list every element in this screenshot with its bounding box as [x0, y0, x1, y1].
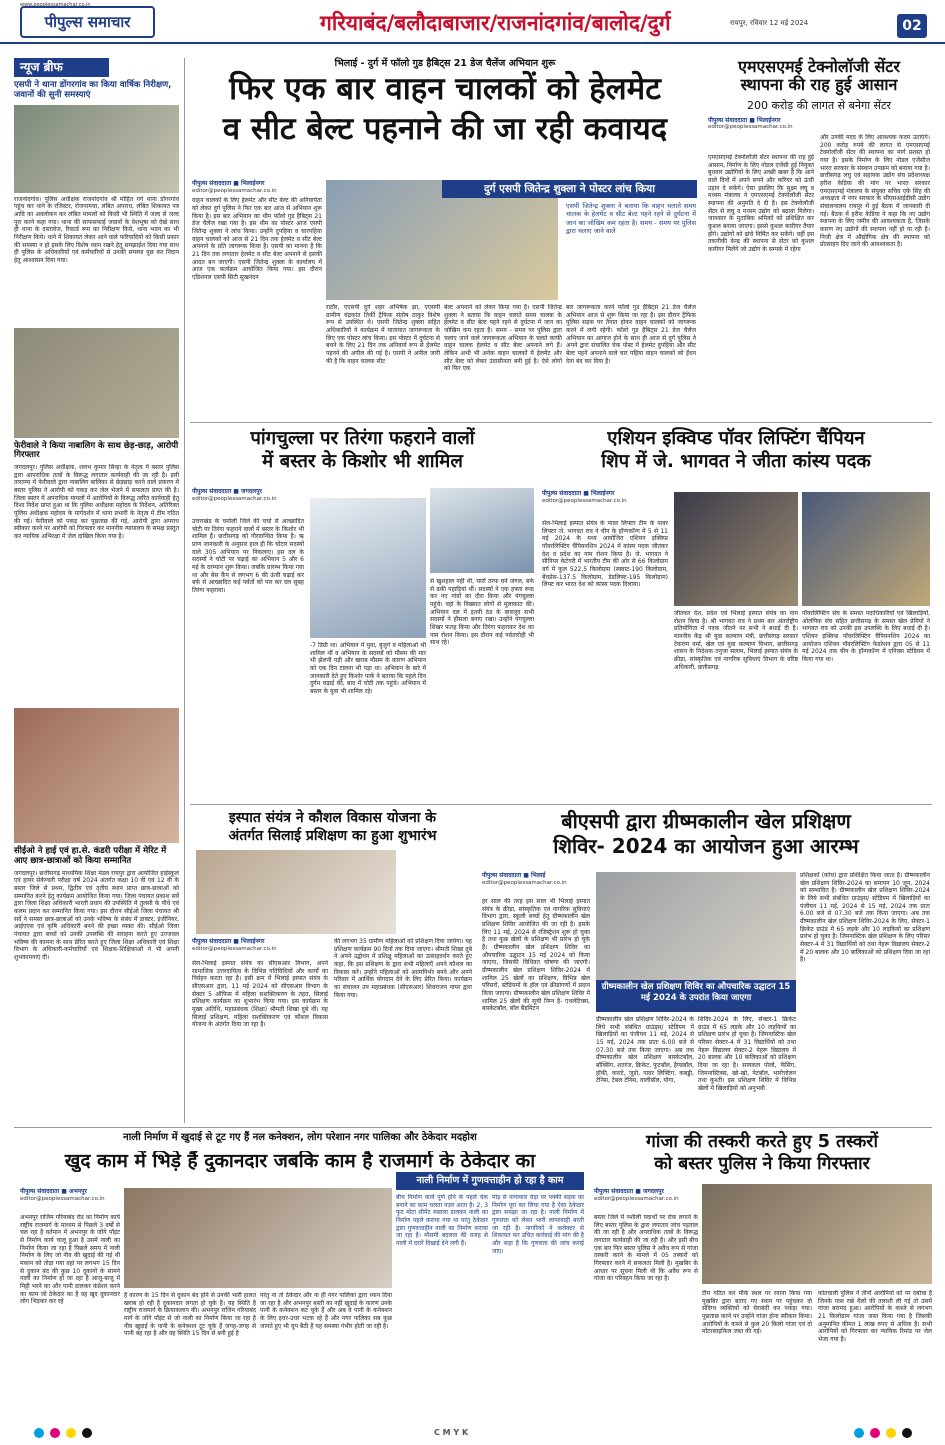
cmyk-label: C M Y K — [434, 1428, 469, 1437]
ganja-col-3: कोतवाली पुलिस ने तीनों आरोपियों को पर दबोचा है जिनके पास रखे थैलों की तलाशी ली गई तो उसमें गांजा बरामद हुआ। आरोपियों के कब्जे से लगभग 21 किलोग्राम गांजा जब्त किया गया है जिसकी अनुमानित कीमत 1 लाख रुपए से अधिक है। सभी आरोपियों को गिरफ्तार कर न्यायिक रिमांड पर जेल भेजा गया है। — [818, 1290, 932, 1344]
ganja-story — [592, 1132, 932, 1422]
bhagwat-headline-2: शिप में जे. भागवत ने जीता कांस्य पदक — [601, 451, 871, 473]
bsp-photo — [596, 872, 796, 980]
panga-photo-2 — [430, 488, 534, 573]
lead-col-2: राठौर, एएसपी दुर्ग शहर अभिषेक झा, एएसपी ग्रामीण चंद्रकांत तिर्की ट्रैफिक संतोष ठाकुर विशेष रूप से उपस्थित थे। एसपी जितेन्द्र शुक्ला सहित अधिकारियों ने कार्यक्रम में यातायात जागरूकता के लिए एक पोस्टर लांच किया। इस पोस्टर में दुर्घटना से बचने के लिए 21 दिन तक अनिवार्य रूप से हेलमेट पहनने की अपील की गई है। एसपी ने अपील जारी की है कि वाहन चालक सीट — [326, 304, 440, 365]
ganja-headline-2: को बस्तर पुलिस ने किया गिरफ्तार — [654, 1154, 870, 1175]
silai-col-1: सेल-भिलाई इस्पात संयंत्र का सीएसआर विभाग, अपने सामाजिक उत्तरदायित्व के विभिन्न गतिविधियों और कार्यों का निर्वहन करता रहा है। इसी क्रम में भिलाई इस्पात संयंत्र के सीएसआर द्वारा, 11 मई 2024 को सीएसआर विभाग के सेक्टर 5 ऑफिस में महिला सशक्तिकरण के तहत, सिलाई प्रशिक्षण कार्यक्रम का शुभारंभ किया गया। इस कार्यक्रम के मुख्य अतिथि, महाप्रबंधक (शिक्षा) श्रीमती शिखा दुबे थीं। यह सिलाई प्रशिक्षण, महिला सशक्तिकरण एवं कौशल विकास योजना के अंतर्गत दिया जा रहा है। — [192, 960, 328, 1029]
bsp-email: editor@peoplessamachar.co.in — [482, 879, 567, 886]
nali-band: नाली निर्माण में गुणवत्ताहीन हो रहा है काम — [396, 1172, 584, 1190]
bsp-headline-2: शिविर- 2024 का आयोजन हुआ आरम्भ — [553, 834, 859, 858]
msme-col-2: और उनकी मदद के लिए आवश्यक कदम उठाएंगे। 200 करोड़ रुपये की लागत से एमएसएमई टेक्नोलॉजी सेंटर की स्थापना का मार्ग प्रशस्त हो गया है। इसके निर्माण के लिए नोडल एजेंसीज भारत सरकार के संस्थान उपक्रम को बनाया गया है। छत्तीसगढ़ लघु एवं सहायक उद्योग संघ प्रदेशाध्यक्ष हरीश केडिया की मांग पर भारत सरकार एमएसएमई मंत्रालय के संयुक्त सचिव एके सिंह की अध्यक्षता में नगर सरकार के सीएसआईडीसी उद्योग संचालनालय रायपुर में हुई बैठक में जानकारी दी गई। बैठक में हरीश केडिया ने कहा कि नए उद्योग स्थापना के लिए जमीन की आवश्यकता है, जिसके कारण नए उद्योगों की स्थापना नहीं हो पा रही है। निजी क्षेत्र में औद्योगिक क्षेत्र की स्थापना को प्रोत्साहन दिए जाने की आवश्यकता है। — [820, 134, 930, 249]
row-divider — [14, 1127, 932, 1128]
nali-col-5: मोड़ से नापाकार चेड़ा पर पक्की सड़क का निर्माण पूरा कर लिया गया है ऐसा ठेकेदार द्वारा समझा जा रहा है। नाली निर्माण में गुणवत्ता को लेकर भारी लापरवाही बरती जा रही है। नागरिकों ने कलेक्टर से शिकायत कर उचित कार्रवाई की मांग की है और कहा है कि गुणवत्ता की जांच कराई जाए। — [492, 1194, 584, 1255]
lead-story — [190, 58, 700, 418]
bhagwat-photo-2 — [802, 492, 930, 606]
lead-caption: एसपी जितेन्द्र शुक्ला ने बताया कि वाहन चलाते समय चालक के हेलमेट व सीट बेल्ट पहने रहने से दुर्घटना में जान का जोखिम कम रहता है। समय - समय पर पुलिस द्वारा चलाए जाने वाले — [566, 202, 696, 235]
ganja-photo — [702, 1184, 932, 1284]
brief-story-1-photo — [14, 105, 179, 193]
bhagwat-email: editor@peoplessamachar.co.in — [542, 497, 627, 504]
news-brief-column — [14, 58, 179, 1123]
msme-headline-1: एमएसएमई टेक्नोलॉजी सेंटर — [738, 57, 900, 76]
bsp-col-2: प्रशिक्षकों (कोच) द्वारा प्रशिक्षित किया जाता है। ग्रीष्मकालीन खेल प्रशिक्षण शिविर-2024 का समापन 10 जून, 2024 को सम्भावित है। ग्रीष्मकालीन खेल प्रशिक्षण शिविर-2024 के लिये सभी संबंधित ग्राउंड्स/ स्टेडियम में खिलाड़ियों का पंजीयन 11 मई, 2024 से 15 मई, 2024 तक प्रातः 6.00 बजे से 07.30 बजे तक किया जाएगा। अब तक ग्रीष्मकालीन खेल प्रशिक्षण शिविर-2024 के लिए, सेक्टर-1 क्रिकेट ग्राउंड में 65 लड़के और 10 लड़कियों का प्रशिक्षण प्रारंभ हो चुका है। जिमनास्टिक खेल प्रशिक्षण के लिए परिसर सेक्टर-4 में 31 विद्यार्थियों को तथा नेहरू विद्यालय सेक्टर-2 में 20 बालक और 10 बालिकाओं को प्रशिक्षण दिया जा रहा है। — [800, 872, 930, 964]
panga-email: editor@peoplessamachar.co.in — [192, 495, 277, 502]
ganja-email: editor@peoplessamachar.co.in — [594, 1195, 679, 1202]
row-divider — [190, 422, 932, 423]
brief-label: न्यूज ब्रीफ — [14, 58, 109, 77]
bhagwat-col-1: सेल-भिलाई इस्पात संयंत्र के पावर लिफ्टर टीम के पावर लिफ्टर जे. भागवत राव ने चीन के हॉन्गकॉन्ग में 5 से 11 मई 2024 के मध्य आयोजित एशियन इक्विप्ड पॉवरलिफ्टिंग चैंपियनशिप 2024 में कांस्य पदक जीतकर देश व प्रदेश का नाम रोशन किया है। जे. भागवत ने सीनियर केटेगरी में भारतीय टीम की ओर से 66 किलोग्राम वर्ग में कुल 522.5 किलोग्राम (स्क्वाट-190 किलोग्राम, बेंचप्रेस-137.5 किलोग्राम, डेडलिफ्ट-195 किलोग्राम) लिफ्ट कर भारत देश को कांस्य पदक दिलाया। — [542, 520, 668, 589]
nali-email: editor@peoplessamachar.co.in — [20, 1195, 105, 1202]
brief-story-3-title: सीईओ ने हाई एवं हा.से. कंडरी परीक्षा में मेरिट में आए छात्र-छात्राओं को किया सम्मानित — [14, 846, 167, 866]
lead-photo — [326, 180, 558, 300]
nali-story — [14, 1132, 586, 1422]
ganja-byline: पीपुल्स संवाददाता ■ जगदलपुर — [594, 1188, 664, 1195]
lead-headline-2: व सीट बेल्ट पहनाने की जा रही कवायद — [222, 110, 668, 147]
nali-photo — [124, 1188, 392, 1288]
regions-text: गरियाबंद/बलौदाबाजार/राजनांदगांव/बालोद/दुर्ग — [320, 11, 671, 35]
silai-byline: पीपुल्स संवाददाता ■ भिलाईनगर — [192, 938, 265, 945]
row-divider — [190, 804, 932, 805]
brief-story-1-body: राजनांदगांव। पुलिस अधीक्षक राजनांदगांव श्री मोहित गर्ग थाना डोंगरगांव पहुंच कर थाने के रजिस्टर, रोजनामचा, लंबित अपराध, लंबित शिकायत पत्र आदि का अवलोकन कर लंबित मामलों को किसी भी स्थिति में जल्द से जल्द पूरा करने कहा गया। थाना की साफसफाई जवानों के वेशभूषा को देखे साथ ही थाना के दस्तावेज, रिकार्ड रूम का निरीक्षण किये, थाना भवन का भी निरीक्षण किये। थाने में शिकायत लेकर आने वाले फरियादियों को किसी प्रकार की समस्या न हो इसके लिए विशेष ध्यान रखने हेतु समझाईश दिया गया साथ ही पुलिस के अधिकारियों एवं कर्मचारियों से उनकी समस्या पूछ कर निदान हेतु आश्वासन दिया गया। — [14, 195, 179, 264]
brief-story-2-body: जगदलपुर। पुलिस अधीक्षक, शलभ कुमार सिन्हा के नेतृत्व में बस्तर पुलिस द्वारा आपराधिक तत्वों के विरूद्ध लगातार कार्यवाही की जा रही है। इसी तारतम्य में फेरीवाले द्वारा नाबालिग बालिका से छेड़छाड़ करने वाले प्रकरण में बस्तर पुलिस ने आरोपी को पकड़ कर जेल भेजने में सफलता प्राप्त की है। जिला बस्तर में अपराधिक मामलों में आरोपियों के विरूद्ध त्वरित कार्यवाही हेतु दिशा निर्देश प्राप्त हुआ था कि पुलिस अधीक्षक महोदय के निर्देशन, अतिरिक्त पुलिस अधीक्षक महोदय के मार्गदर्शन में थाना प्रभारी के नेतृत्व में टीम गठित की गई। फेरीवाले को पकड़ कर पूछताछ की गई, आरोपी द्वारा अपराध स्वीकार करने पर आरोपी को गिरफ्तार कर माननीय न्यायालय के समक्ष प्रस्तुत कर न्यायिक अभिरक्षा में जेल दाखिल किया गया है। — [14, 464, 179, 541]
bsp-story — [480, 810, 932, 1120]
nali-col-1: अभनपुर राजिम गरियाबंद रोड का निर्माण कार्य राष्ट्रीय राजमार्ग के माध्यम से पिछले 3 वर्षों से चल रहा है वर्तमान में अभनपुर के जोंगे पॉइंट से निर्माण कार्य चालू हुआ है उसमें नाली का निर्माण किया जा रहा है पिछले समय में नाली निर्माण के लिए जो नीव की खुदाई की गई थी मकान को तोड़ा गया वहां पर लगभग 15 दिन से दुकान बंद की कुछ 10 दुकानों के सामने नाली का निर्माण हो जा रहा है आजू-बाजू में मिट्टी भरने का और पानी डालकर कंप्रेशर करने का काम जो ठेकेदार का है वह खुद दुकानदार लोग भिड़कर कर रहे — [20, 1214, 120, 1306]
pangchulla-story — [190, 428, 535, 798]
bsp-col-3: ग्रीष्मकालीन खेल प्रशिक्षण शिविर-2024 के लिये सभी संबंधित ग्राउंड्स/ स्टेडियम में खिलाड़ियों का पंजीयन 11 मई, 2024 से 15 मई, 2024 तक प्रातः 6.00 बजे से 07.30 बजे तक किया जाएगा। अब तक ग्रीष्मकालीन खेल प्रशिक्षण बास्केटबॉल, बॉक्सिंग, शतरंज, क्रिकेट, फुटबॉल, हैण्डबॉल, हॉकी, कराटे, जूडो, पावर लिफ्टिंग, कबड्डी, टेनिस, टेबल टेनिस, वालीबॉल, योगा, — [596, 1016, 694, 1085]
lead-col-3: बेल्ट अपनाने को लेकर किया गया है। एसपी जितेन्द्र शुक्ला ने बताया कि वाहन चलाते समय चालक के हेलमेट व सीट बेल्ट पहने रहने से दुर्घटना में जान का जोखिम कम रहता है। समय - समय पर पुलिस द्वारा चलाए जाने वाले जागरूकता अभियान के चलते काफी वाहन चालक हेलमेट व सीट बेल्ट अपनाने लगे हैं। लेकिन अभी भी अनेक वाहन चालकों में हेलमेट और सीट बेल्ट को लेकर उदासीनता बनी हुई है। ऐसे लोगों को फिर एक — [444, 304, 562, 373]
panga-col-1: उत्तराखंड के चमोली जिले की चर्चा से आच्छादित चोटी पर तिरंगा फहराने वालों में बस्तर के किशोर भी शामिल हैं। छत्तीसगढ़ को गौरवान्वित किया है। ऋ प्राण जानकारी के अनुसार हाल ही कि चोटार सदस्यों वाले 305 अभियान पर निकलाए। इस दल के सदस्यों ने चोटी पर चढ़ाई का अभियान 5 और 6 मई के दरम्यान शुरू किया। जबकि प्रारम्भ किया गया था और बेस कैंप से लगभग 6 की ऊंची चढ़ाई कर बर्फ से आच्छादित कई पर्वतों को पार कर दल सुबह तिरंगा फहराया। — [192, 518, 304, 595]
brief-story-3-photo — [14, 708, 179, 843]
msme-col-1: एमएसएमई टेक्नोलॉजी सेंटर स्थापना की राह हुई आसान, निर्माण के लिए नोडल एजेंसी हुई नियुक्त बुधवार उद्योगियों के लिए अच्छी खबर है कि आने वाले दिनों में अपने सपने और करियर को ऊंची उड़ान दे सकेंगे। ऐसा इसलिए कि सूक्ष्म लघु व मध्यम मंत्रालय ने एमएसएमई टेक्नोलॉजी सेंटर स्थापना की अनुमति दे दी है। इस टेक्नोलॉजी सेंटर से लघु व मध्यम उद्योग को बढ़ावा मिलेगा। जानकार के मुताबिक श्रमिकों को प्रशिक्षित कर कुशल बनाया जाएगा। इससे कुशल कारीगर तैयार होंगे। उद्योगों को ढांचे निर्मित कर सकेंगे। वहीं इस तकनीकी केन्द्र की स्थापना से सेंटर को कुशल कारीगर मिलेंगे जो उद्योग के सम्पर्क में रहेगा — [708, 154, 814, 254]
nali-headline: खुद काम में भिड़े हैं दुकानदार जबकि काम है राजमार्ग के ठेकेदार का — [64, 1150, 536, 1172]
panga-byline: पीपुल्स संवाददाता ■ जगदलपुर — [192, 488, 262, 495]
silai-story — [190, 810, 475, 1120]
panga-col-2: -7 डिग्री था। अभियान में युवा, बुजुर्ग व महिलाओं भी शामिल थीं व अभियान के सदस्यों को मौसम की मार भी झेलनी पड़ी और खराब मौसम के कारण अभियान को एक दिन टालना भी पड़ा था। अभियान के बारे में जानकारी देते हुए किशोर पार्क ने बताया कि पहले दिन दुर्गम चढ़ाई की, बाद में चोटी तक पहुंचे। अभियान में बस्तर के युवा भी शामिल रहे। — [310, 642, 426, 696]
panga-headline-2: में बस्तर के किशोर भी शामिल — [262, 451, 463, 473]
lead-col-4: बार जागरूकता करने फॉलो गुड हैबिट्स 21 डेज चैलेंज अभियान आज से शुरू किया जा रहा है। इस दौरान ट्रैफिक पुलिस सड़क पर तैनात होकर वाहन चालकों को जागरूक करने में लगी रहेगी। फॉलो गुड हैबिट्स 21 डेज चैलेंज अभियान का आगाज होने के साथ ही आज से दुर्ग पुलिस ने अपने द्वारा संचालित चेक पोस्ट में हेलमेट दुपहिया और सीट बेल्ट पहनें अपनाने वाले चार पहिया वाहन चालकों को ईंधन देना बंद कर दिया है। — [566, 304, 696, 365]
brief-story-1-title: एसपी ने थाना डोंगरगांव का किया वार्षिक निरीक्षण, जवानों की सुनी समस्याएं — [14, 80, 172, 100]
lead-col-1: वाहन चालकों के लिए हेलमेट और सीट बेल्ट की अनिवार्यता को लेकर दुर्ग पुलिस ने फिर एक बार आज से अभियान शुरू किया है। इस बार अभियान का थीम फॉलो गुड हैबिट्स 21 डेज चैलेंज रखा गया है। इस थीम का पोस्टर आज एसपी जितेन्द्र शुक्ला ने लांच किया। उन्होंने दुपहिया व चारपहिया वाहन चालकों को आज से 21 दिन तक हेलमेट व सीट बेल्ट अपनाने के प्रति जागरूक किया है। एसपी का मानना है कि 21 दिन तक लगातार हेलमेट व सीट बेल्ट अपनाने से इसकी आदत बन जाएगी। एसपी जितेन्द्र शुक्ला के कार्यालय में आज एक कार्यक्रम आयोजित किया गया। इस दौरान एडिशनल एसपी सिटी सुखनंदन — [192, 197, 322, 282]
page-number: 02 — [897, 14, 927, 38]
lead-band: दुर्ग एसपी जितेन्द्र शुक्ला ने पोस्टर लांच किया — [442, 180, 697, 198]
lead-kicker: भिलाई - दुर्ग में फॉलो गुड हैबिट्स 21 डेज चैलेंज अभियान शुरू — [334, 58, 556, 69]
nali-col-4: बीच निर्माण कार्य पूर्ण होने के पहले चेक बनाने का काम चलता नज़र आता है। 2, 3 फुट मोटा सीमेंट मसाला डालकर नाली का निर्माण पहले कराया गया था परंतु ठेकेदार द्वारा गुणवत्ताहीन नाली का निर्माण कराया जा रहा है। मौसमी बदलाव की वजह से नाली में दरारें दिखाई देने लगी हैं। — [396, 1194, 488, 1248]
lead-headline-1: फिर एक बार वाहन चालकों को हेलमेट — [229, 70, 661, 107]
bsp-col-4: शिविर-2024 के लिए, सेक्टर-1 क्रिकेट ग्राउंड में 65 लड़के और 10 लड़कियों का प्रशिक्षण प्रारंभ हो चुका है। जिमनास्टिक खेल परिसर सेक्टर-4 में 31 विद्यार्थियों को तथा नेहरू विद्यालय सेक्टर-2 नेहरू विद्यालय में 20 बालक और 10 बालिकाओं को प्रशिक्षण दिया जा रहा है। सायकल पोलो, फेंसिंग, जिमनास्टिक्स, खो-खो, नेटबॉल, भारोत्तोलन तथा कुश्ती। इस प्रशिक्षण शिविर में विभिन्न खेलों में खिलाड़ियों को अनुभवी — [698, 1016, 796, 1093]
silai-col-2: की लगभग 35 ग्रामीण महिलाओं को प्रशिक्षण दिया जायेगा। यह प्रशिक्षण कार्यक्रम 90 दिनों तक दिया जाएगा। श्रीमती शिखा दुबे ने अपने उद्बोधन में प्रशिक्षु महिलाओं का उत्साहवर्धन करते हुए कहा, कि इस प्रशिक्षण के द्वारा सभी महिलाएँ अपने कौशल का विकास करें। उन्होंने महिलाओं को आत्मनिर्भर बनने और अपने परिवार में आर्थिक योगदान देने के लिए प्रेरित किया। कार्यक्रम का संचालन उप महाप्रबंधक (सीएसआर) शिवराजन नायर द्वारा किया गया। — [334, 938, 472, 999]
panga-headline-1: पांगचुल्ला पर तिरंगा फहराने वालों — [250, 428, 475, 449]
silai-headline-1: इस्पात संयंत्र ने कौशल विकास योजना के — [228, 810, 437, 826]
bsp-byline: पीपुल्स संवाददाता ■ भिलाई — [482, 872, 546, 879]
msme-headline-2: स्थापना की राह हुई आसान — [740, 75, 898, 95]
nali-kicker: नाली निर्माण में खुदाई से टूट गए हैं नल कनेक्शन, लोग परेशान नगर पालिका और ठेकेदार मदहोश — [123, 1132, 477, 1143]
bsp-col-1: हर साल की तरह इस साल भी भिलाई इस्पात संयंत्र के क्रीड़ा, सांस्कृतिक एवं नागरिक सुविधाएं विभाग द्वारा, स्कूली बच्चों हेतु ग्रीष्मकालीन खेल प्रशिक्षण शिविर आयोजित की जा रही है। इसके लिए 11 मई, 2024 से रजिस्ट्रेशन शुरू हो चुका है तथा कुछ खेलों के प्रशिक्षण भी प्रारंभ हो चुके हैं। ग्रीष्मकालीन खेल प्रशिक्षण शिविर का औपचारिक उद्घाटन 15 मई 2024 को किया जाएगा, जिसकी विधिवत घोषणा की जाएगी। ग्रीष्मकालीन खेल प्रशिक्षण शिविर-2024 में शामिल 25 खेलों का प्रशिक्षण, विभिन्न खेल परिसरों, स्टेडियमों के हॉल एवं क्रीडांगणों में प्रदान किया जाएगा। ग्रीष्मकालीन खेल प्रशिक्षण शिविर में शामिल 25 खेलों की सूची निम्न है- एथलेटिक्स, बास्केटबॉल, बॉल बैडमिंटन — [482, 898, 590, 1013]
msme-email: editor@peoplessamachar.co.in — [708, 124, 793, 131]
silai-email: editor@peoplessamachar.co.in — [192, 945, 277, 952]
bhagwat-col-3: पॉवरलिफ्टिंग संघ के समस्त पदाधिकारियों एवं खिलाड़ियों, ओलंपिक संघ सहित छत्तीसगढ़ के समस्त खेल प्रेमियों ने भागवत राव को उनकी इस उपलब्धि के लिए बधाई दी है। एशियन इक्विप्ड पॉवरलिफ्टिंग चैंपियनशिप 2024 का आयोजन एशियन पॉवरलिफ्टिंग फेडरेशन द्वारा 05 से 11 मई 2024 तक चीन के हॉन्गकॉन्ग में एनिक्स स्टेडियम में किया गया था। — [802, 610, 930, 664]
msme-story — [708, 58, 930, 418]
print-footer — [14, 1428, 932, 1442]
nali-col-3: परंतु ना तो ठेकेदार और ना ही नगर पालिका द्वारा ध्यान दिया जा रहा है और अभनपुर बस्ती का नहीं खुदाई के कारण उनके पानी के कनेक्शन कट चुके हैं और अब वे पानी के कनेक्शन के लिए इधर-उधर भटक रहे हैं और नगर पालिका सब कुछ जानते हुए भी चुप बैठी है यह समस्या गंभीर होती जा रही है। — [260, 1292, 392, 1330]
nali-byline: पीपुल्स संवाददाता ■ अभनपुर — [20, 1188, 87, 1195]
ganja-col-2: टीम गठित कर मौके स्थल पर रवाना किया गया मुखबिर द्वारा बताए गए स्थान पर पहुंचकर दो संदिग्ध व्यक्तियों को घेराबंदी कर पकड़ा गया। पूछताछ करने पर उन्होंने गांजा होना स्वीकार किया। आरोपियों के कब्जे से कुल 20 किलो गांजा एवं दो मोटरसाइकिल जब्त की गई। — [702, 1290, 812, 1336]
panga-photo-1 — [310, 498, 426, 638]
cmyk-marks-right — [854, 1428, 912, 1441]
brief-story-2-photo — [14, 328, 179, 438]
masthead — [0, 0, 945, 44]
bsp-band: ग्रीष्मकालीन खेल प्रशिक्षण शिविर का औपचारिक उद्घाटन 15 मई 2024 के उपरांत किया जाएगा — [596, 980, 796, 1012]
newspaper-logo: पीपुल्स समाचार — [20, 6, 155, 38]
bsp-headline-1: बीएसपी द्वारा ग्रीष्मकालीन खेल प्रशिक्षण — [561, 809, 851, 833]
ganja-col-1: बस्तर जिले में नशीली पदार्थों पर रोक लगाने के लिए बस्तर पुलिस के द्वारा लगातार जांच पड़ताल की जा रही है और अपराधिक तत्वों के विरूद्ध लगातार कार्यवाही की जा रही है। और इसी बीच एक बार फिर बस्तर पुलिस ने अवैध रूप से गांजा तस्करी करने के मामले में 05 तस्करों को गिरफ्तार करने में सफलता मिली है। मुखबिर के आधार पर सूचना मिली थी कि अवैध रूप से गांजा का परिवहन किया जा रहा है। — [594, 1214, 698, 1283]
silai-photo — [196, 850, 396, 934]
edition-regions — [320, 10, 671, 36]
bhagwat-photo-1 — [674, 492, 798, 606]
lead-email: editor@peoplessamachar.co.in — [192, 187, 277, 194]
nali-col-2: हैं कारण के 15 दिन से दुकान बंद होने से उनकी भारी हालत खराब हो रही है दुकानदार लगता हो चुके हैं। यह स्थिति है राष्ट्रीय राजमार्ग के क्रियाकलाप की। अभनपुर राजिम गरियाबंद मार्ग के जोंगे पॉइंट से जो नाली का निर्माण किया जा रहा है नीव खुदाई के पानी के कनेक्शन टूट चुके हैं जगह-जगह से पानी बह रहा है और वह स्थिति 15 दिन से बनी हुई है — [124, 1292, 256, 1338]
cmyk-marks-left — [34, 1428, 92, 1441]
lead-byline: पीपुल्स संवाददाता ■ भिलाईनगर — [192, 180, 265, 187]
brief-story-2-title: फेरीवाले ने किया नाबालिग के साथ छेड़-छाड़, आरोपी गिरफ्तार — [14, 440, 179, 461]
bhagwat-headline-1: एशियन इक्विप्ड पॉवर लिफ्टिंग चैंपियन — [607, 428, 865, 449]
logo-url: www.peoplessamachar.co.in — [20, 2, 91, 8]
bhagwat-col-2: जीतकर देश, प्रदेश एवं भिलाई इस्पात संयंत्र का नाम रोशन किया है। श्री भागवत राव ने प्रथम बार अंतर्राष्ट्रीय प्रतियोगिता में पदक जीतने पर सभी ने बधाई दी है। माननीय केंद्र श्री युवा कल्याण मंत्री, छत्तीसगढ़ सरकार टेकराम वर्मा, खेल एवं युवा कल्याण विभाग, छत्तीसगढ़ शासन के निदेशक तनुजा सलाम, भिलाई इस्पात संयंत्र के क्रीड़ा, सांस्कृतिक एवं नागरिक सुविधाएं विभाग के वरिष्ठ अधिकारी, छत्तीसगढ़ — [674, 610, 798, 671]
panga-col-3: से खुशहाल नहीं थी, चारों तरफ घने जंगल, बर्फ से ढकी पहाड़ियां थीं। सदस्यों ने एक हफ्ता रूक कर नए गांवों का दौरा किया और पंगचुल्ला पहुंचे। वहां के विख्यात लोगों से मुलाकात की। अभियान दल में इतनी ठंड के बावजूद सभी सदस्यों ने हौसला बनाए रखा। उन्होंने पंगचुल्ला शिखर फतह किया और तिरंगा फहराकर देश का नाम रोशन किया। इस दौरान कई पर्वतारोही भी साथ रहे। — [430, 578, 534, 647]
msme-subhead: 200 करोड़ की लागत से बनेगा सेंटर — [746, 98, 892, 112]
dateline: रायपुर, रविवार 12 मई 2024 — [730, 19, 809, 27]
ganja-headline-1: गांजा की तस्करी करते हुए 5 तस्करों — [646, 1132, 878, 1152]
column-divider — [184, 58, 185, 1123]
bhagwat-story — [540, 428, 932, 798]
msme-byline: पीपुल्स संवाददाता ■ भिलाईनगर — [708, 116, 781, 124]
brief-story-3-body: जगदलपुर। छत्तीसगढ़ माध्यमिक शिक्षा मंडल रायपुर द्वारा आयोजित हाईस्कूल एवं हायर सेकेण्डरी परीक्षा वर्ष 2024 अंतर्गत कक्षा 10 वीं एवं 12 वीं के बस्तर जिले से प्रथम, द्वितीय एवं तृतीय स्थान प्राप्त छात्र-छात्राओं को सम्मानित करने हेतु कार्यक्रम आयोजित किया गया। जिला पंचायत प्रकाश सर्वे द्वारा जिला शिक्षा अधिकारी भारती प्रधान की उपस्थिति में तुलसी के पौधे एवं कलम प्रदान कर सम्मानित किया गया। इस दौरान सीईओ जिला पंचायत श्री सर्वे ने समस्त छात्र-छात्राओं को उनके भविष्य के संबंध में डाक्टर, इंजीनियर, आईएएस एवं कृषि अधिकारी बनने की इच्छा व्यक्त की। सीईओ जिला पंचायत द्वारा बच्चों को उनकी उपलब्धि की सराहना करते हुए उज्जवल भविष्य की कामना के साथ प्रेरित करते हुए जिला शिक्षा अधिकारी एवं शिक्षा विभाग के अधिकारी-कर्मचारियों एवं शिक्षक-शिक्षिकाओं ने भी अपनी शुभकामनाएं दी। — [14, 869, 179, 961]
silai-headline-2: अंतर्गत सिलाई प्रशिक्षण का हुआ शुभारंभ — [228, 828, 437, 845]
bhagwat-byline: पीपुल्स संवाददाता ■ भिलाईनगर — [542, 490, 615, 497]
